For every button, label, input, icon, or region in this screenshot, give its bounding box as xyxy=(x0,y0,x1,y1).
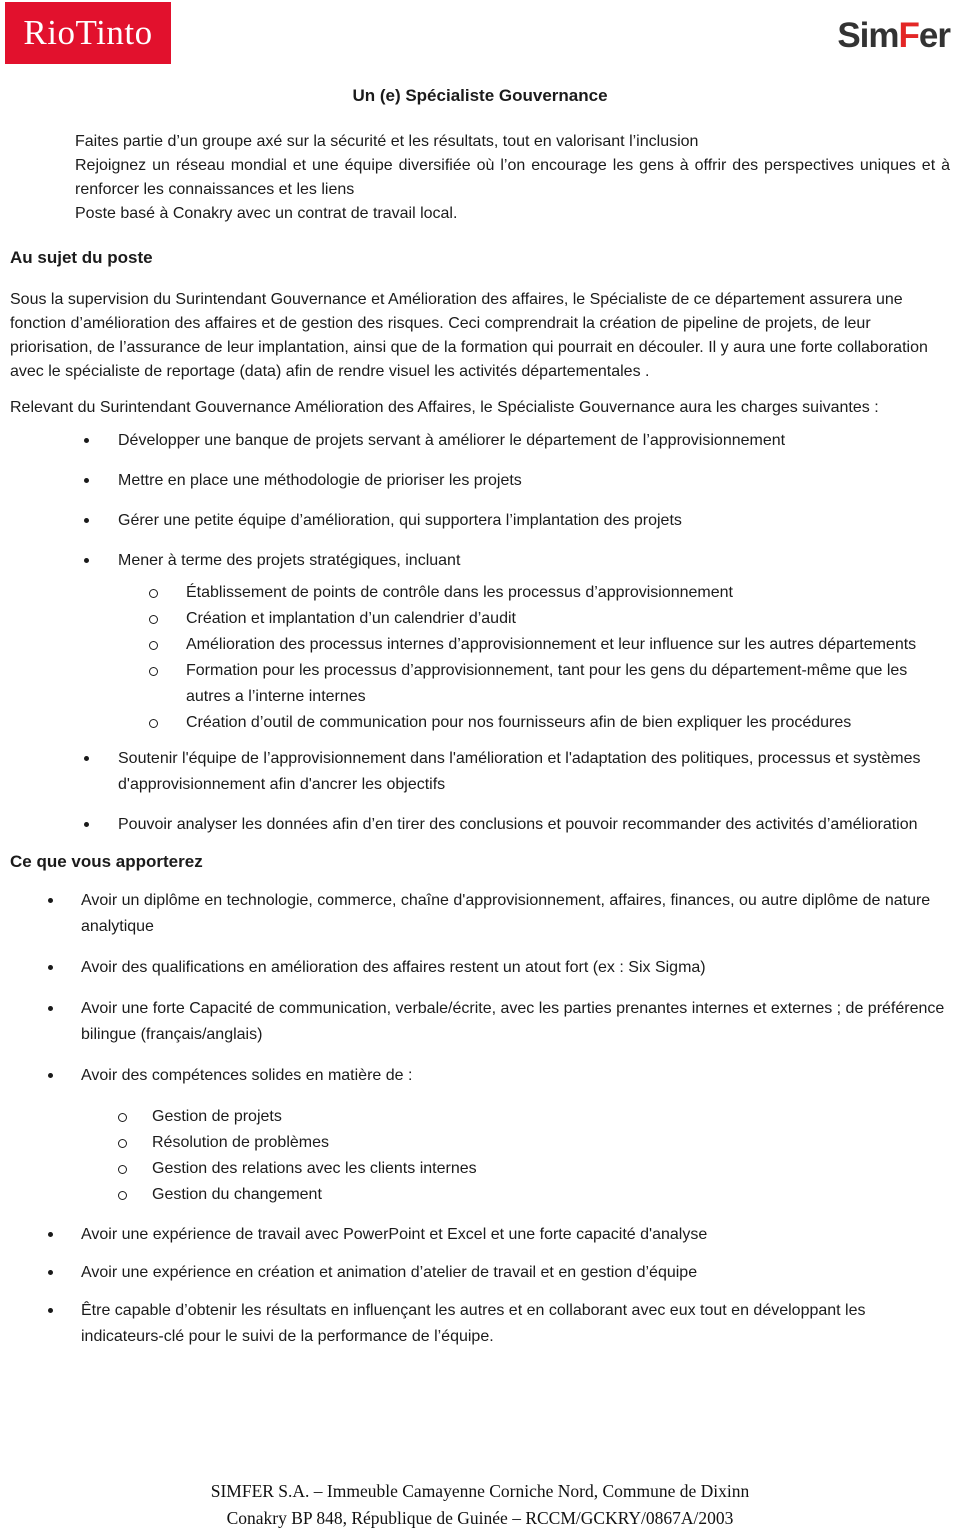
bullet-item: Développer une banque de projets servant à améliorer le département de l’approvisionnement xyxy=(10,428,950,454)
sub-bullet-item: Gestion du changement xyxy=(10,1182,950,1208)
qualifications-list xyxy=(10,888,950,1089)
responsibilities-list-continued xyxy=(10,746,950,838)
simfer-logo-er: er xyxy=(918,16,950,55)
footer-address-line-1: SIMFER S.A. – Immeuble Camayenne Corniche Nord, Commune de Dixinn xyxy=(210,1481,750,1501)
section-heading-bring: Ce que vous apporterez xyxy=(10,852,203,871)
bullet-item: Être capable d’obtenir les résultats en influençant les autres et en collaborant avec eux tout en développant les indicateurs-clé pour le suivi de la performance de l’équipe. xyxy=(10,1298,950,1350)
bullet-item: Avoir un diplôme en technologie, commerce, chaîne d'approvisionnement, affaires, finances, ou autre diplôme de nature analytique xyxy=(10,888,950,940)
page-title: Un (e) Spécialiste Gouvernance xyxy=(352,86,608,105)
simfer-logo xyxy=(837,16,950,56)
intro-block xyxy=(75,130,950,226)
bullet-item: Mener à terme des projets stratégiques, incluant xyxy=(10,548,950,574)
bullet-item: Avoir une forte Capacité de communication, verbale/écrite, avec les parties prenantes internes et externes ; de préférence bilingue (français/anglais) xyxy=(10,996,950,1048)
intro-paragraph-1: Faites partie d’un groupe axé sur la sécurité et les résultats, tout en valorisant l’inclusion xyxy=(75,133,699,150)
strategic-projects-sublist xyxy=(10,580,950,736)
sub-bullet-item: Gestion des relations avec les clients internes xyxy=(10,1156,950,1182)
footer-address xyxy=(0,1478,960,1532)
riotinto-logo xyxy=(5,2,171,64)
sub-bullet-item: Amélioration des processus internes d’approvisionnement et leur influence sur les autres départements xyxy=(10,632,950,658)
about-paragraph-2: Relevant du Surintendant Gouvernance Amélioration des Affaires, le Spécialiste Gouvernance aura les charges suivantes : xyxy=(10,399,879,416)
bullet-item: Avoir une expérience en création et animation d’atelier de travail et en gestion d’équipe xyxy=(10,1260,950,1286)
sub-bullet-item: Création d’outil de communication pour nos fournisseurs afin de bien expliquer les procédures xyxy=(10,710,950,736)
qualifications-list-continued xyxy=(10,1222,950,1350)
intro-paragraph-3: Poste basé à Conakry avec un contrat de travail local. xyxy=(75,205,458,222)
simfer-logo-f: F xyxy=(898,16,919,55)
intro-paragraph-2: Rejoignez un réseau mondial et une équipe diversifiée où l’on encourage les gens à offrir des perspectives uniques et à renforcer les connaissances et les liens xyxy=(75,157,950,198)
sub-bullet-item: Formation pour les processus d’approvisionnement, tant pour les gens du département-même que les autres a l’interne internes xyxy=(10,658,950,710)
sub-bullet-item: Établissement de points de contrôle dans les processus d’approvisionnement xyxy=(10,580,950,606)
document-body xyxy=(10,130,950,1362)
section-heading-about: Au sujet du poste xyxy=(10,248,153,267)
responsibilities-list xyxy=(10,428,950,574)
simfer-logo-sim: Sim xyxy=(837,16,899,55)
footer-address-line-2: Conakry BP 848, République de Guinée – RCCM/GCKRY/0867A/2003 xyxy=(226,1508,734,1528)
sub-bullet-item: Gestion de projets xyxy=(10,1104,950,1130)
bullet-item: Pouvoir analyser les données afin d’en tirer des conclusions et pouvoir recommander des activités d’amélioration xyxy=(10,812,950,838)
sub-bullet-item: Résolution de problèmes xyxy=(10,1130,950,1156)
bullet-item: Gérer une petite équipe d’amélioration, qui supportera l’implantation des projets xyxy=(10,508,950,534)
bullet-item: Soutenir l'équipe de l’approvisionnement dans l'amélioration et l'adaptation des politiques, processus et systèmes d'approvisionnement afin d'ancrer les objectifs xyxy=(10,746,950,798)
bullet-item: Avoir des compétences solides en matière de : xyxy=(10,1063,950,1089)
about-paragraph-1: Sous la supervision du Surintendant Gouvernance et Amélioration des affaires, le Spécialiste de ce département assurera une fonction d’amélioration des affaires et de gestion des risques. Ceci comprendrait la création de pipeline de projets, de leur priorisation, de l’assurance de leur implantation, ainsi que de la formation qui pourrait en découler. Il y aura une forte collaboration avec le spécialiste de reportage (data) afin de rendre visuel les activités départementales . xyxy=(10,291,928,380)
bullet-item: Avoir des qualifications en amélioration des affaires restent un atout fort (ex : Six Sigma) xyxy=(10,955,950,981)
riotinto-logo-text: RioTinto xyxy=(23,13,153,52)
sub-bullet-item: Création et implantation d’un calendrier d’audit xyxy=(10,606,950,632)
bullet-item: Avoir une expérience de travail avec PowerPoint et Excel et une forte capacité d'analyse xyxy=(10,1222,950,1248)
bullet-item: Mettre en place une méthodologie de prioriser les projets xyxy=(10,468,950,494)
competencies-sublist xyxy=(10,1104,950,1208)
